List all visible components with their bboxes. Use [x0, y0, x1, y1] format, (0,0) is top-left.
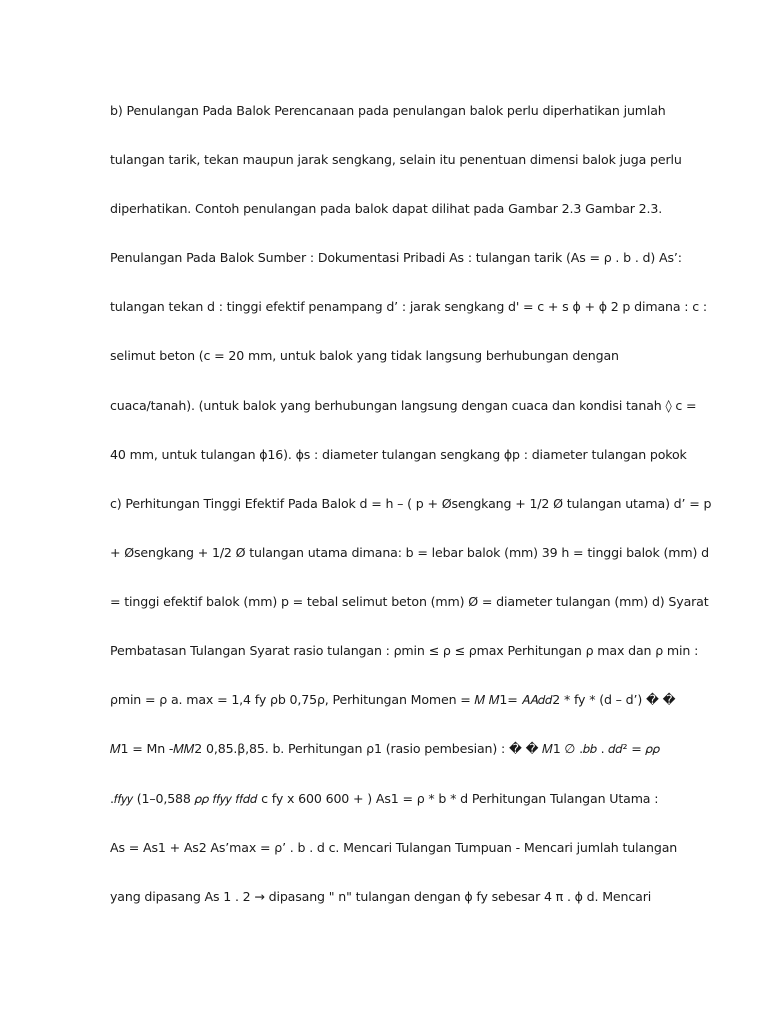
text-line: = tinggi efektif balok (mm) p = tebal selimut beton (mm) Ø = diameter tulangan (mm) d) Syarat	[110, 594, 709, 609]
text-line: ρmin = ρ a. max = 1,4 fy ρb 0,75ρ, Perhitungan Momen = 𝑀 𝑀1= 𝐴𝐴𝑑𝑑2 * fy * (d – d’) � �	[110, 692, 676, 707]
text-line: tulangan tarik, tekan maupun jarak sengkang, selain itu penentuan dimensi balok juga perlu	[110, 152, 682, 167]
text-line: b) Penulangan Pada Balok Perencanaan pada penulangan balok perlu diperhatikan jumlah	[110, 103, 666, 118]
text-line: Pembatasan Tulangan Syarat rasio tulangan : ρmin ≤ ρ ≤ ρmax Perhitungan ρ max dan ρ min :	[110, 643, 699, 658]
text-line: c) Perhitungan Tinggi Efektif Pada Balok d = h – ( p + Øsengkang + 1/2 Ø tulangan utama) d’ = p	[110, 496, 712, 511]
text-line: .𝑓𝑓𝑦𝑦 (1–0,588 𝜌𝜌 𝑓𝑓𝑦𝑦 𝑓𝑓𝑑𝑑 c fy x 600 600 + ) As1 = ρ * b * d Perhitungan Tulangan Utama :	[110, 791, 659, 806]
text-line: cuaca/tanah). (untuk balok yang berhubungan langsung dengan cuaca dan kondisi tanah ◊ c =	[110, 398, 697, 413]
text-line: 40 mm, untuk tulangan ϕ16). ϕs : diameter tulangan sengkang ϕp : diameter tulangan pokok	[110, 447, 687, 462]
text-line: yang dipasang As 1 . 2 → dipasang " n" tulangan dengan ϕ fy sebesar 4 π . ϕ d. Mencari	[110, 889, 652, 904]
text-line: selimut beton (c = 20 mm, untuk balok yang tidak langsung berhubungan dengan	[110, 348, 619, 363]
text-line: diperhatikan. Contoh penulangan pada balok dapat dilihat pada Gambar 2.3 Gambar 2.3.	[110, 201, 663, 216]
text-line: 𝑀1 = Mn -𝑀𝑀2 0,85.β,85. b. Perhitungan ρ1 (rasio pembesian) : � � 𝑀1 ∅ .𝑏𝑏 . 𝑑𝑑² = 𝜌𝜌	[110, 741, 660, 756]
text-line: + Øsengkang + 1/2 Ø tulangan utama dimana: b = lebar balok (mm) 39 h = tinggi balok (mm) d	[110, 545, 709, 560]
text-line: tulangan tekan d : tinggi efektif penampang d’ : jarak sengkang d' = c + s ϕ + ϕ 2 p dimana : c :	[110, 299, 707, 314]
text-line: As = As1 + As2 As’max = ρ’ . b . d c. Mencari Tulangan Tumpuan - Mencari jumlah tulangan	[110, 840, 678, 855]
text-line: Penulangan Pada Balok Sumber : Dokumentasi Pribadi As : tulangan tarik (As = ρ . b . d) As’:	[110, 250, 682, 265]
